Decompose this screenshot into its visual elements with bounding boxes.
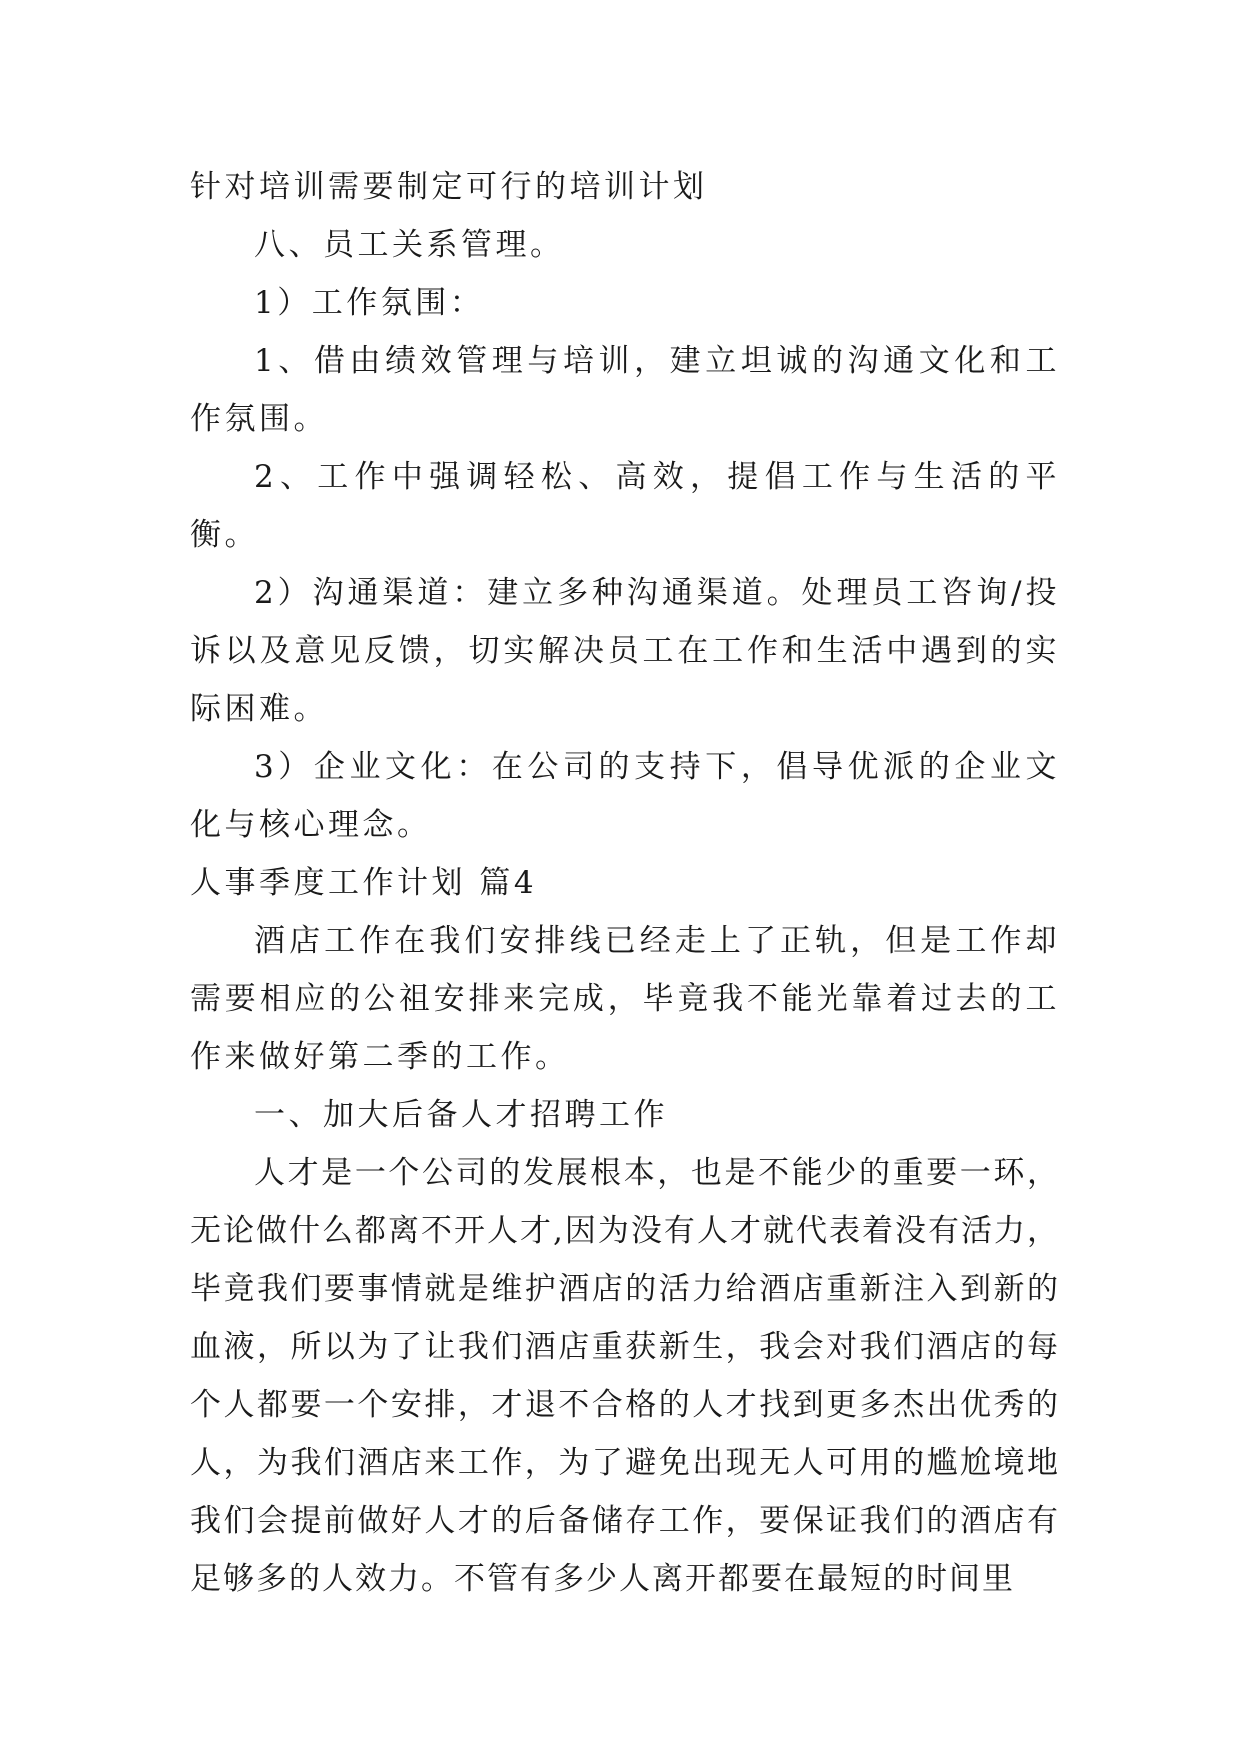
paragraph-work-life-balance: 2、工作中强调轻松、高效，提倡工作与生活的平衡。 [190, 459, 1060, 553]
paragraph-hotel-intro: 酒店工作在我们安排线已经走上了正轨，但是工作却需要相应的公祖安排来完成，毕竟我不能光靠着过去的工作来做好第二季的工作。 [190, 923, 1060, 1075]
section-heading-talent-recruitment: 一、加大后备人才招聘工作 [254, 1097, 668, 1133]
subheading-work-atmosphere: 1）工作氛围： [254, 285, 485, 321]
section-heading-employee-relations: 八、员工关系管理。 [254, 227, 565, 263]
paragraph-training-plan: 针对培训需要制定可行的培训计划 [190, 169, 708, 205]
paragraph-performance-training: 1、借由绩效管理与培训，建立坦诚的沟通文化和工作氛围。 [190, 343, 1060, 437]
paragraph-communication-channels: 2）沟通渠道：建立多种沟通渠道。处理员工咨询/投诉以及意见反馈，切实解决员工在工作和生活中遇到的实际困难。 [190, 575, 1060, 727]
paragraph-talent-importance: 人才是一个公司的发展根本，也是不能少的重要一环，无论做什么都离不开人才,因为没有人才就代表着没有活力，毕竟我们要事情就是维护酒店的活力给酒店重新注入到新的血液，所以为了让我们酒店重获新生，我会对我们酒店的每个人都要一个安排，才退不合格的人才找到更多杰出优秀的人，为我们酒店来工作，为了避免出现无人可用的尴尬境地我们会提前做好人才的后备储存工作，要保证我们的酒店有足够多的人效力。不管有多少人离开都要在最短的时间里 [190, 1155, 1060, 1597]
article-title-plan-4: 人事季度工作计划 篇4 [190, 865, 538, 901]
paragraph-corporate-culture: 3）企业文化：在公司的支持下，倡导优派的企业文化与核心理念。 [190, 749, 1060, 843]
document-body [190, 158, 1060, 1608]
